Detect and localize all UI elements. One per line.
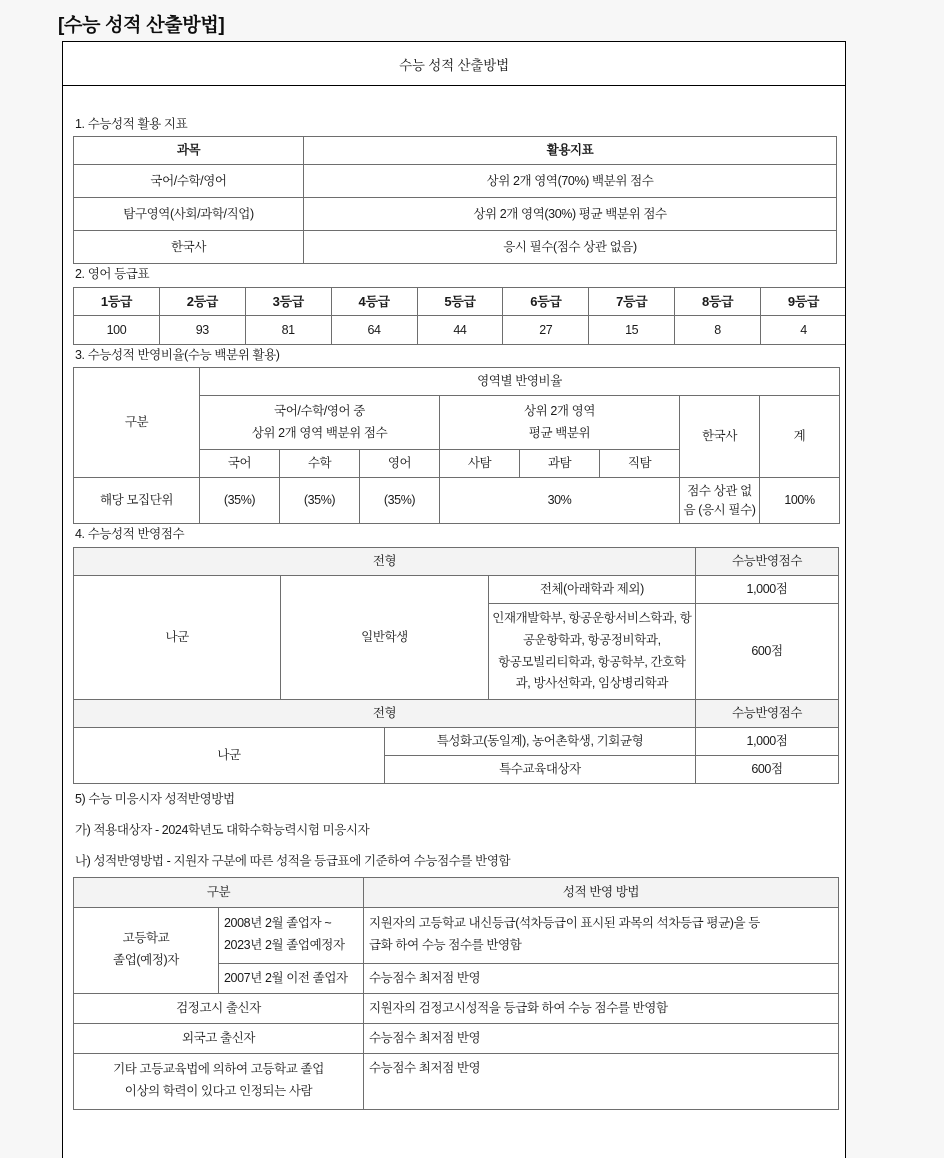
section2-grade-7: 7등급	[589, 287, 675, 316]
section5-method-naeshin-line2: 급화 하여 수능 점수를 반영함	[369, 938, 522, 952]
section5-method-naeshin-line1: 지원자의 고등학교 내신등급(석차등급이 표시된 과목의 석차등급 평균)을 등	[369, 916, 760, 931]
table-row	[74, 575, 839, 603]
section3-header-group1-line1: 국어/수학/영어 중	[274, 403, 365, 418]
section1-table	[73, 136, 837, 264]
section2-grade-6: 6등급	[503, 287, 589, 316]
section4-dept-list-line1: 인재개발학부, 항공운항서비스학과, 항공운항학과, 항공정비학과,	[492, 610, 692, 647]
section3-value-english: (35%)	[360, 477, 440, 524]
section5-method-other: 수능점수 최저점 반영	[364, 1053, 839, 1109]
section1-header-index: 활용지표	[304, 137, 837, 165]
table-row	[74, 1023, 839, 1053]
section5-category-highschool-line2: 졸업(예정)자	[113, 953, 179, 967]
section5-category-highschool	[74, 907, 219, 993]
section3-value-total: 100%	[760, 477, 840, 524]
section5-category-highschool-line1: 고등학교	[122, 931, 170, 946]
section3-subject-science: 과탐	[520, 450, 600, 478]
table-header-row	[74, 137, 837, 165]
table-row	[74, 1053, 839, 1109]
section3-header-total: 계	[760, 396, 840, 478]
section3-subject-social: 사탐	[440, 450, 520, 478]
section4-score-table-block1	[73, 547, 839, 701]
section2-grade-9: 9등급	[761, 287, 847, 316]
section5-category-other-line2: 이상의 학력이 있다고 인정되는 사람	[124, 1084, 313, 1098]
section4-dept-all: 전체(아래학과 제외)	[488, 575, 695, 603]
section3-row-label: 해당 모집단위	[74, 477, 200, 524]
section2-label: 2. 영어 등급표	[75, 267, 150, 282]
section2-score-2: 93	[159, 316, 245, 345]
banner-text: 수능 성적 산출방법	[399, 57, 509, 73]
document-banner	[63, 42, 845, 86]
table-header-row	[74, 368, 840, 396]
section3-value-tamgu: 30%	[440, 477, 680, 524]
section1-index-2: 상위 2개 영역(30%) 평균 백분위 점수	[304, 198, 837, 231]
section4-header-jeonhyeong-2: 전형	[74, 700, 696, 728]
section2-score-6: 27	[503, 316, 589, 345]
section5-sub-graduate-range-line1: 2008년 2월 졸업자 ~	[224, 916, 332, 931]
section3-subject-vocational: 직탐	[600, 450, 680, 478]
section2-grade-1: 1등급	[74, 287, 160, 316]
section3-header-area-ratio: 영역별 반영비율	[200, 368, 840, 396]
section5-method-foreign: 수능점수 최저점 반영	[364, 1023, 839, 1053]
section5-category-other-line1: 기타 고등교육법에 의하여 고등학교 졸업	[113, 1062, 324, 1077]
section5-method-before-2007: 수능점수 최저점 반영	[364, 963, 839, 993]
section2-grade-8: 8등급	[675, 287, 761, 316]
section3-header-group2-line2: 평균 백분위	[528, 425, 591, 440]
section2-grade-5: 5등급	[417, 287, 503, 316]
page-title: [수능 성적 산출방법]	[58, 15, 225, 36]
section1-subject-3: 한국사	[74, 231, 304, 264]
table-row	[74, 993, 839, 1023]
section5-para-ga: 가) 적용대상자 - 2024학년도 대학수학능력시험 미응시자	[75, 823, 370, 837]
table-row	[74, 231, 837, 264]
section2-score-8: 8	[675, 316, 761, 345]
section3-subject-math: 수학	[280, 450, 360, 478]
section5-header-gubun: 구분	[74, 877, 364, 907]
section5-category-foreign: 외국고 출신자	[74, 1023, 364, 1053]
section3-header-group2	[440, 396, 680, 450]
section4-header-score-1: 수능반영점수	[696, 547, 839, 575]
section4-special-types: 특성화고(동일계), 농어촌학생, 기회균형	[385, 728, 696, 756]
section4-score-dept-list: 600점	[696, 603, 839, 700]
section1-index-1: 상위 2개 영역(70%) 백분위 점수	[304, 165, 837, 198]
section4-score-all: 1,000점	[696, 575, 839, 603]
section1-subject-2: 탐구영역(사회/과학/직업)	[74, 198, 304, 231]
section5-method-naeshin	[364, 907, 839, 963]
section4-header-score-2: 수능반영점수	[696, 700, 839, 728]
section3-header-group1	[200, 396, 440, 450]
table-row	[74, 728, 839, 756]
table-row	[74, 907, 839, 963]
section2-english-grade-table	[73, 287, 846, 346]
section1-index-3: 응시 필수(점수 상관 없음)	[304, 231, 837, 264]
section5-method-table	[73, 877, 839, 1110]
document-outer-frame	[62, 41, 846, 1158]
section3-header-gubun: 구분	[74, 368, 200, 478]
section2-grade-2: 2등급	[159, 287, 245, 316]
section3-subject-english: 영어	[360, 450, 440, 478]
section5-sub-graduate-range-line2: 2023년 2월 졸업예정자	[224, 938, 345, 952]
section1-label: 1. 수능성적 활용 지표	[75, 117, 188, 131]
section4-score-special-education: 600점	[696, 756, 839, 784]
section2-grade-4: 4등급	[331, 287, 417, 316]
section4-label: 4. 수능성적 반영점수	[75, 527, 185, 542]
document-body	[63, 86, 845, 1110]
section2-score-9: 4	[761, 316, 847, 345]
section3-value-math: (35%)	[280, 477, 360, 524]
section2-score-3: 81	[245, 316, 331, 345]
section3-value-korean-history: 점수 상관 없음 (응시 필수)	[680, 477, 760, 524]
section5-label: 5) 수능 미응시자 성적반영방법	[75, 792, 235, 807]
section5-category-other	[74, 1053, 364, 1109]
section5-sub-graduate-before-2007: 2007년 2월 이전 졸업자	[219, 963, 364, 993]
table-header-row	[74, 547, 839, 575]
section2-score-7: 15	[589, 316, 675, 345]
section1-subject-1: 국어/수학/영어	[74, 165, 304, 198]
section3-header-group2-line1: 상위 2개 영역	[523, 403, 596, 418]
section4-score-special-types: 1,000점	[696, 728, 839, 756]
section2-grade-3: 3등급	[245, 287, 331, 316]
section4-group-nagun-2: 나군	[74, 728, 385, 784]
section3-header-group1-line2: 상위 2개 영역 백분위 점수	[251, 425, 388, 440]
section4-header-jeonhyeong-1: 전형	[74, 547, 696, 575]
top-spacer	[73, 86, 835, 114]
section5-sub-graduate-range	[219, 907, 364, 963]
section4-score-table-block2	[73, 699, 839, 784]
table-header-row	[74, 877, 839, 907]
section2-score-1: 100	[74, 316, 160, 345]
section3-subject-korean: 국어	[200, 450, 280, 478]
section3-ratio-table	[73, 367, 840, 524]
section4-dept-list	[488, 603, 695, 700]
section2-score-5: 44	[417, 316, 503, 345]
table-row	[74, 165, 837, 198]
table-row	[74, 316, 847, 345]
section3-header-korean-history: 한국사	[680, 396, 760, 478]
section3-label: 3. 수능성적 반영비율(수능 백분위 활용)	[75, 348, 280, 362]
section4-group-nagun-1: 나군	[74, 575, 281, 700]
section3-value-korean: (35%)	[200, 477, 280, 524]
table-row	[74, 198, 837, 231]
section5-para-na: 나) 성적반영방법 - 지원자 구분에 따른 성적을 등급표에 기준하여 수능점수를 반영함	[75, 853, 511, 868]
section2-score-4: 64	[331, 316, 417, 345]
table-header-row	[74, 700, 839, 728]
section5-header-method: 성적 반영 방법	[364, 877, 839, 907]
section5-category-ged: 검정고시 출신자	[74, 993, 364, 1023]
section5-method-ged: 지원자의 검정고시성적을 등급화 하여 수능 점수를 반영함	[364, 993, 839, 1023]
section4-dept-list-line2: 항공모빌리티학과, 항공학부, 간호학과, 방사선학과, 임상병리학과	[498, 654, 686, 691]
section4-special-education: 특수교육대상자	[385, 756, 696, 784]
section1-header-subject: 과목	[74, 137, 304, 165]
section4-type-general: 일반학생	[281, 575, 488, 700]
table-header-row	[74, 287, 847, 316]
table-row	[74, 477, 840, 524]
